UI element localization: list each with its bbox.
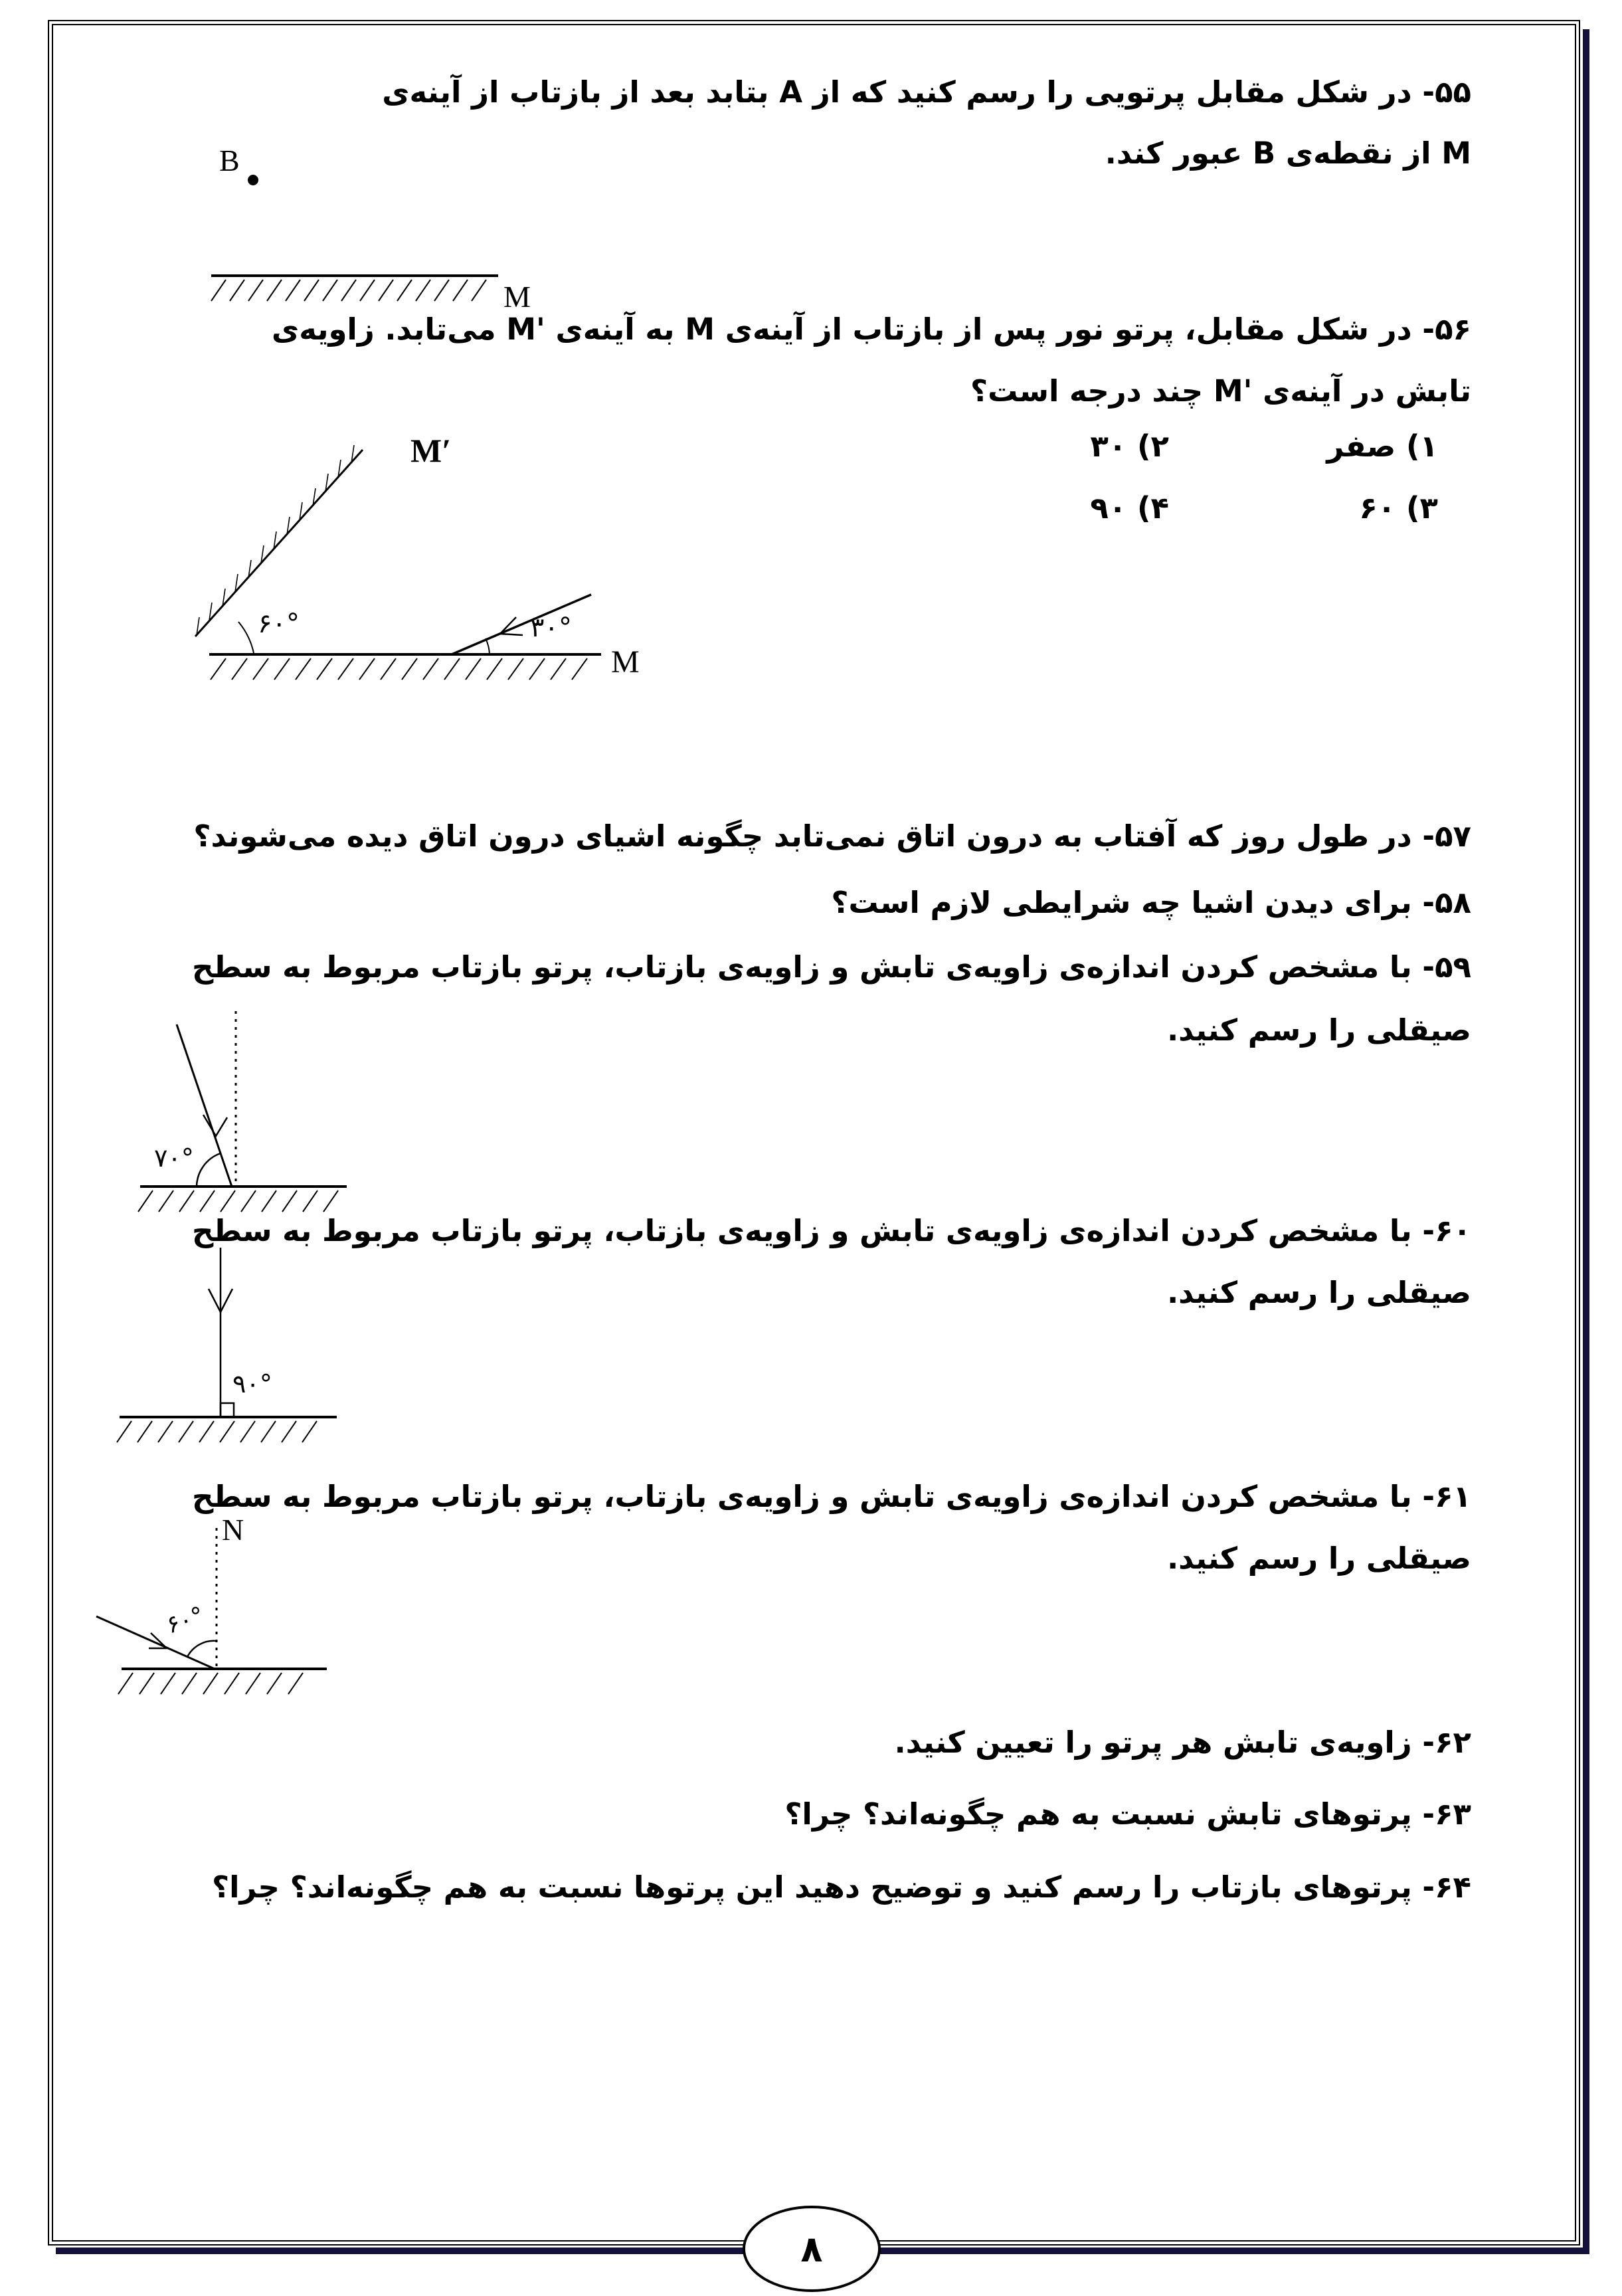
question-61-line-2: صیقلی را رسم کنید. xyxy=(1167,1541,1471,1576)
question-55-line-1: ۵۵- در شکل مقابل پرتویی را رسم کنید که از A بتابد بعد از بازتاب از آینه‌ی xyxy=(382,74,1471,110)
angle-label-90: ۹۰° xyxy=(232,1369,272,1398)
mirror-hatching xyxy=(117,1421,317,1442)
question-56-line-1: ۵۶- در شکل مقابل، پرتو نور پس از بازتاب از آینه‌ی M به آینه‌ی M'‎ می‌تابد. زاویه‌ی xyxy=(272,312,1471,347)
question-59-line-1: ۵۹- با مشخص کردن اندازه‌ی زاویه‌ی تابش و زاویه‌ی بازتاب، پرتو بازتاب مربوط به سطح xyxy=(192,949,1471,985)
question-60-line-2: صیقلی را رسم کنید. xyxy=(1167,1275,1471,1310)
angle-arc-70 xyxy=(197,1153,221,1187)
angle-label-60: ۶۰° xyxy=(258,609,300,639)
angle-label-30: ۳۰° xyxy=(530,613,572,643)
question-58: ۵۸- برای دیدن اشیا چه شرایطی لازم است؟ xyxy=(831,885,1471,920)
mirror-hatching xyxy=(118,1673,303,1694)
figure-q61 xyxy=(70,1498,355,1724)
question-62: ۶۲- زاویه‌ی تابش هر پرتو را تعیین کنید. xyxy=(894,1725,1471,1760)
figure-q55 xyxy=(193,123,565,322)
question-55-line-2: M از نقطه‌ی B عبور کند. xyxy=(1105,136,1471,171)
page-number: ۸ xyxy=(800,2228,823,2270)
question-61-line-1: ۶۱- با مشخص کردن اندازه‌ی زاویه‌ی تابش و زاویه‌ی بازتاب، پرتو بازتاب مربوط به سطح xyxy=(192,1479,1471,1514)
page-border-shadow-right xyxy=(1583,29,1589,2253)
question-64: ۶۴- پرتوهای بازتاب را رسم کنید و توضیح دهید این پرتوها نسبت به هم چگونه‌اند؟ چرا؟ xyxy=(211,1869,1471,1905)
angle-arc-30 xyxy=(486,638,490,654)
option-1: ۱) صفر xyxy=(1326,429,1438,464)
mirror-hatching xyxy=(211,280,486,301)
question-60-line-1: ۶۰- با مشخص کردن اندازه‌ی زاویه‌ی تابش و زاویه‌ی بازتاب، پرتو بازتاب مربوط به سطح xyxy=(192,1213,1471,1248)
question-56-line-2: تابش در آینه‌ی M'‎ چند درجه است؟ xyxy=(970,373,1471,409)
figure-q56 xyxy=(149,415,701,721)
question-63: ۶۳- پرتوهای تابش نسبت به هم چگونه‌اند؟ چرا؟ xyxy=(784,1796,1471,1832)
point-label-b: B xyxy=(219,144,240,177)
normal-label-n: N xyxy=(222,1513,244,1547)
figure-q60 xyxy=(103,1236,369,1455)
angle-label-60: ۶۰° xyxy=(163,1602,208,1640)
figure-q59 xyxy=(116,1000,382,1226)
option-2: ۲) ۳۰ xyxy=(1090,429,1169,464)
angle-label-70: ۷۰° xyxy=(154,1143,194,1173)
mirror-hatching xyxy=(138,1191,338,1212)
right-angle-mark xyxy=(221,1403,234,1417)
question-57: ۵۷- در طول روز که آفتاب به درون اتاق نمی‌تابد چگونه اشیای درون اتاق دیده می‌شوند؟ xyxy=(193,818,1471,854)
mirror-label-m2: M xyxy=(611,644,640,680)
horizontal-mirror-hatching xyxy=(211,658,587,680)
mirror-label-m: M xyxy=(503,280,531,314)
question-59-line-2: صیقلی را رسم کنید. xyxy=(1167,1012,1471,1048)
option-4: ۴) ۹۰ xyxy=(1090,490,1169,526)
mirror-label-m-prime: M′ xyxy=(410,432,452,469)
angle-arc-60 xyxy=(238,622,254,653)
ray-arrowhead xyxy=(203,1115,227,1136)
option-3: ۳) ۶۰ xyxy=(1359,490,1438,526)
page-number-ellipse xyxy=(743,2206,881,2292)
point-dot-b xyxy=(248,175,258,185)
angle-arc-60 xyxy=(187,1641,217,1657)
inclined-mirror-hatching xyxy=(197,445,354,635)
